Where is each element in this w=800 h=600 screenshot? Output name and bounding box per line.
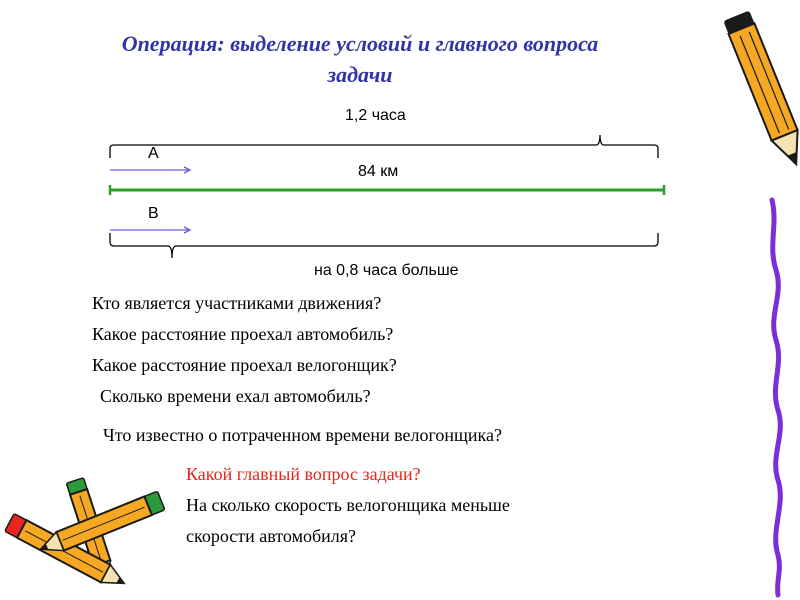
question-2: Какое расстояние проехал автомобиль? [92, 324, 394, 344]
slide-title-line1: Операция: выделение условий и главного вопроса [121, 31, 599, 56]
question-1: Кто является участниками движения? [92, 293, 382, 313]
time-top-label: 1,2 часа [345, 107, 406, 124]
main-question-label: Какой главный вопрос задачи? [186, 464, 421, 484]
crossed-pencils-icon [5, 478, 165, 593]
question-4: Сколько времени ехал автомобиль? [100, 386, 371, 406]
squiggle-line [772, 200, 780, 595]
point-b-label: В [148, 205, 159, 222]
main-question-line2: скорости автомобиля? [186, 526, 357, 546]
question-5: Что известно о потраченном времени велогонщика? [103, 425, 503, 445]
time-bottom-label: на 0,8 часа больше [314, 262, 459, 279]
slide-title-line2: задачи [327, 62, 393, 87]
main-question-line1: На сколько скорость велогонщика меньше [186, 495, 510, 515]
question-3: Какое расстояние проехал велогонщик? [92, 355, 397, 375]
top-brace [110, 135, 658, 158]
pencil-icon [723, 10, 800, 169]
distance-label: 84 км [358, 163, 399, 180]
point-a-label: А [148, 145, 159, 162]
bottom-brace [110, 233, 658, 258]
